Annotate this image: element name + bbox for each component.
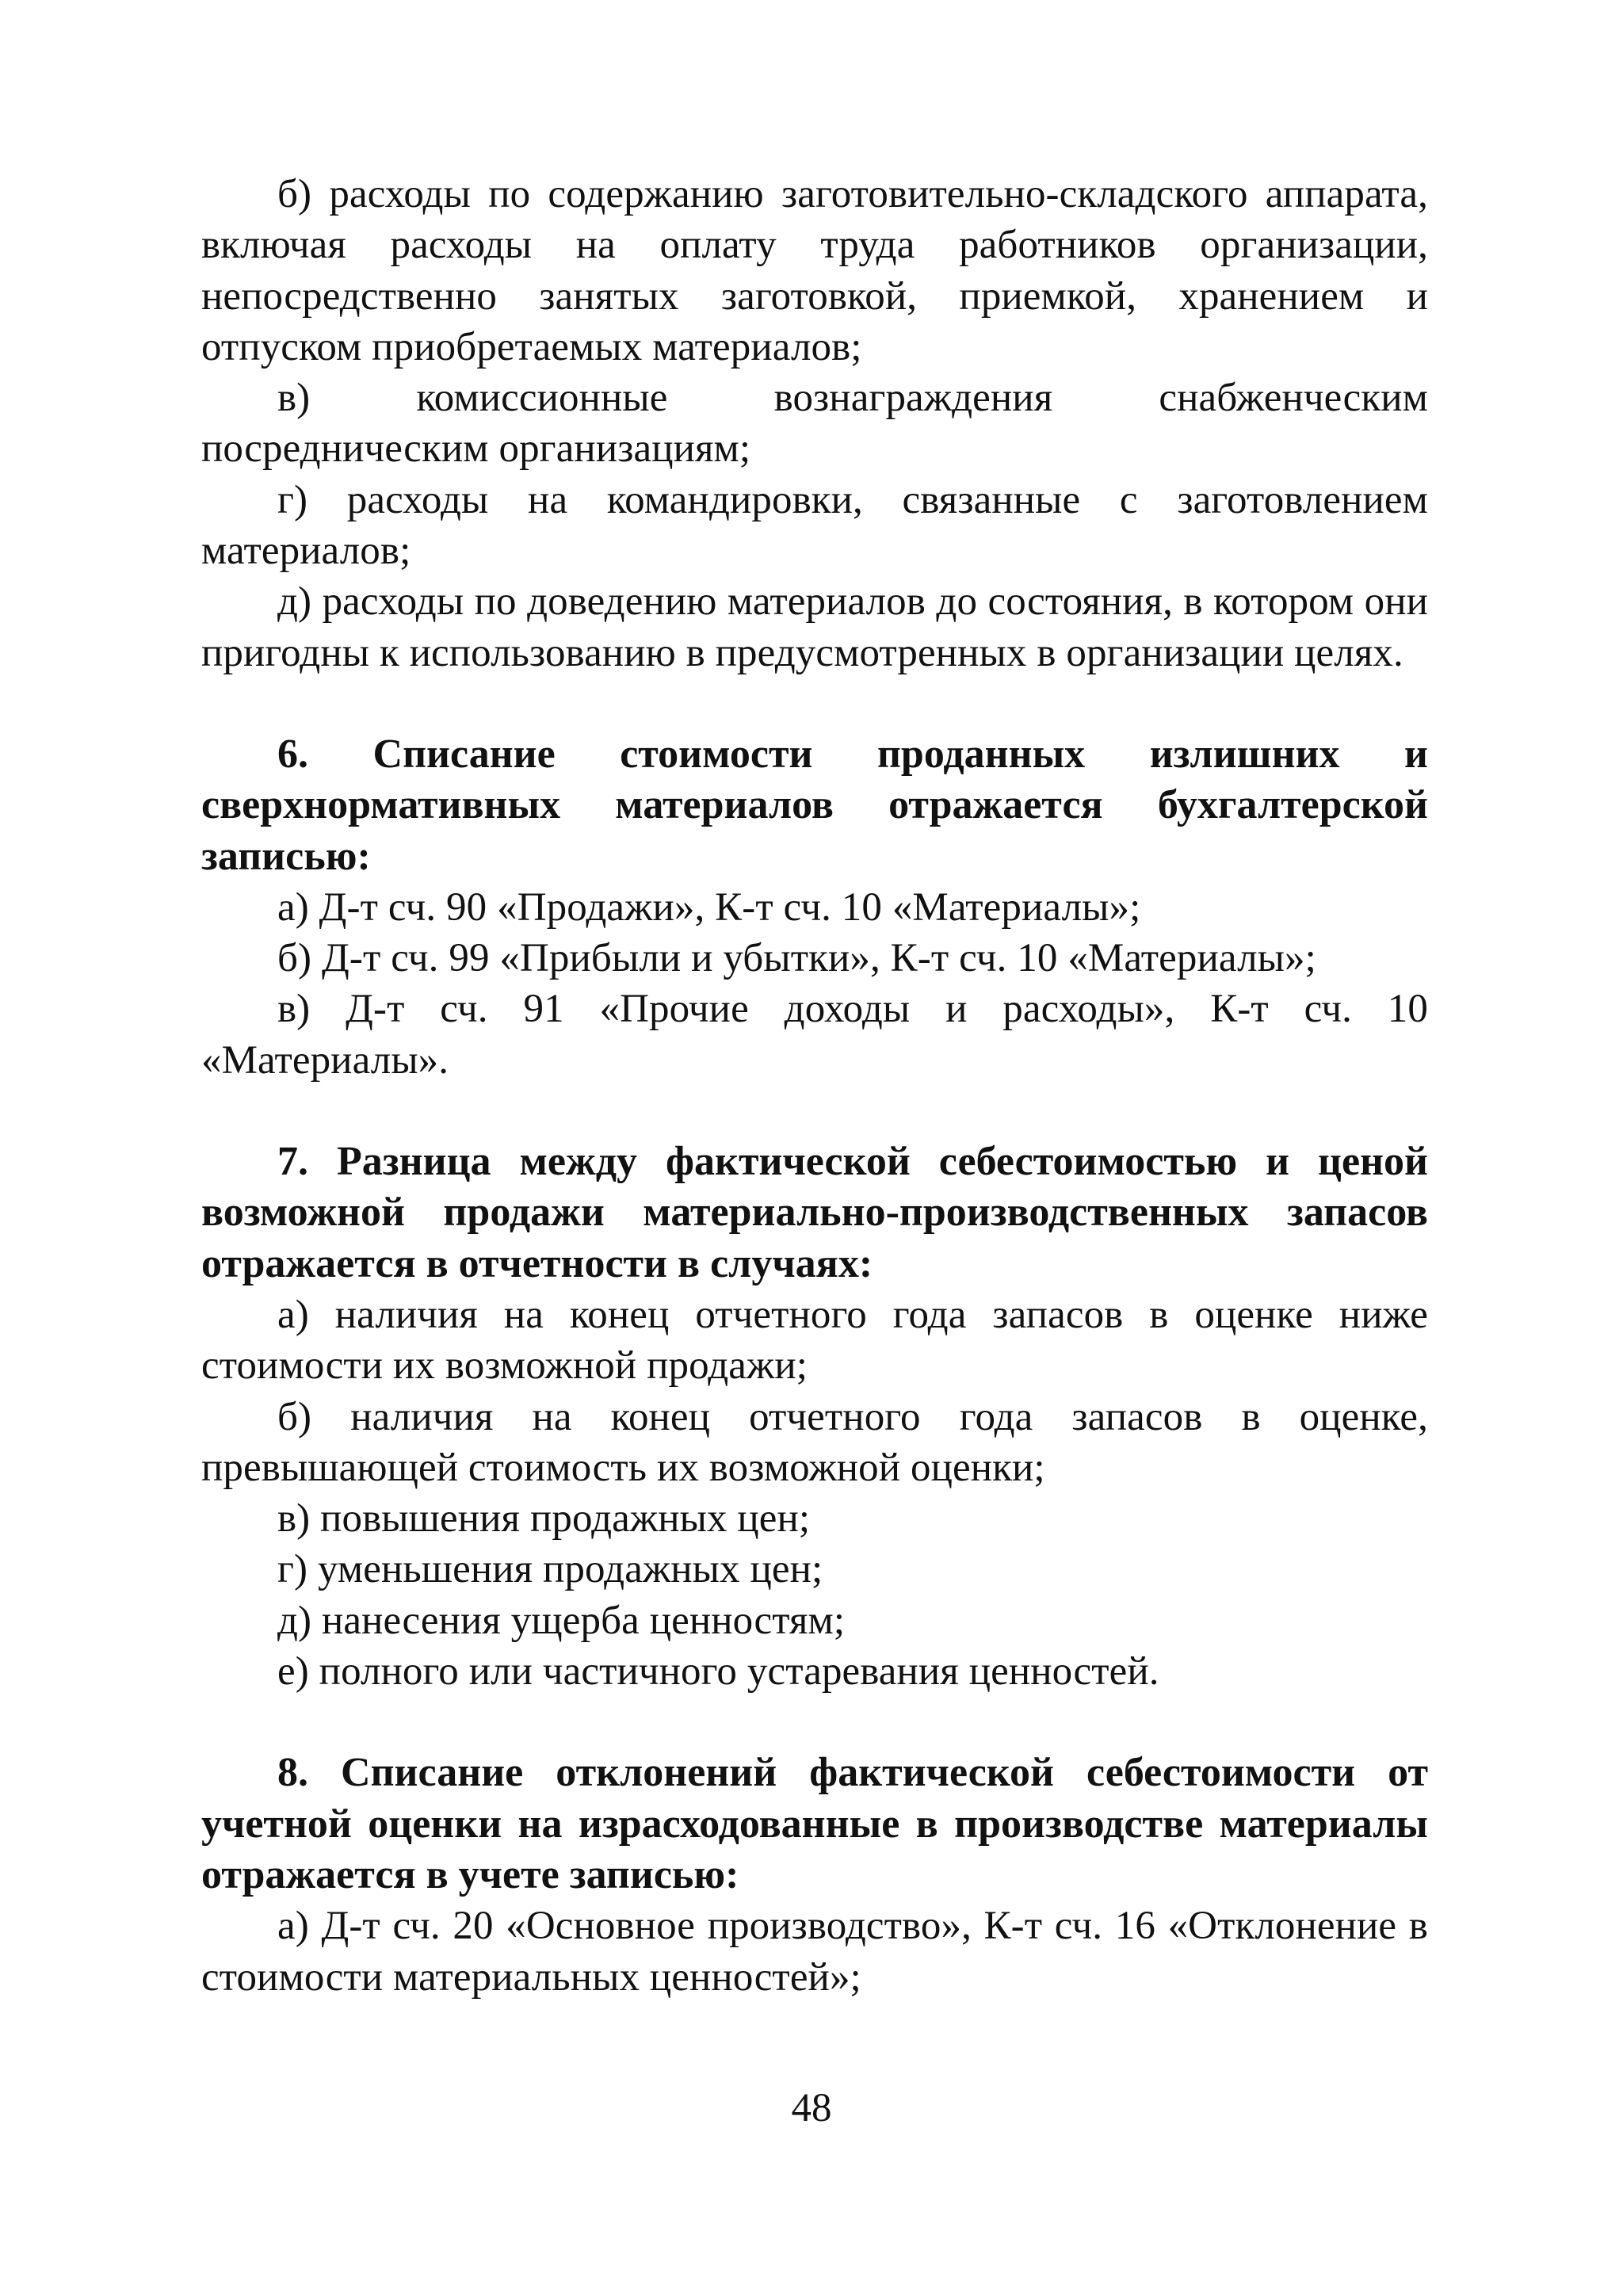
page-number: 48 [791,2086,832,2130]
question-8-heading: 8. Списание отклонений фактической себестоимости от учетной оценки на израсходованные в производстве материалы отражается в учете записью: [201,1750,1428,1897]
answer-option: а) наличия на конец отчетного года запасов в оценке ниже стоимости их возможной продажи; [201,1292,1428,1389]
answer-option: г) уменьшения продажных цен; [277,1547,823,1592]
answer-option: б) Д-т сч. 99 «Прибыли и убытки», К-т сч. 10 «Материалы»; [277,936,1316,981]
question-6-heading: 6. Списание стоимости проданных излишних и сверхнормативных материалов отражается бухгалтерской записью: [201,731,1428,879]
answer-option: д) расходы по доведению материалов до состояния, в котором они пригодны к использованию в предусмотренных в организации целях. [201,579,1428,675]
answer-option: е) полного или частичного устаревания ценностей. [277,1649,1159,1694]
answer-option: г) расходы на командировки, связанные с заготовлением материалов; [201,477,1428,574]
page-content [201,169,1428,2003]
answer-option: в) комиссионные вознаграждения снабженческим посредническим организациям; [201,376,1428,472]
answer-option: в) Д-т сч. 91 «Прочие доходы и расходы», К-т сч. 10 «Материалы». [201,987,1428,1083]
answer-option: а) Д-т сч. 90 «Продажи», К-т сч. 10 «Материалы»; [277,884,1141,930]
answer-option: в) повышения продажных цен; [277,1496,811,1541]
answer-option: б) расходы по содержанию заготовительно-складского аппарата, включая расходы на оплату труда работников организации, непосредственно занятых заготовкой, приемкой, хранением и отпуском приобретаемых материалов; [201,172,1428,369]
answer-option: д) нанесения ущерба ценностям; [277,1598,846,1643]
answer-option: б) наличия на конец отчетного года запасов в оценке, превышающей стоимость их возможной оценки; [201,1394,1428,1490]
question-7-heading: 7. Разница между фактической себестоимостью и ценой возможной продажи материально-производственных запасов отражается в отчетности в случаях: [201,1139,1428,1286]
answer-option: а) Д-т сч. 20 «Основное производство», К-т сч. 16 «Отклонение в стоимости материальных ценностей»; [201,1904,1428,2000]
